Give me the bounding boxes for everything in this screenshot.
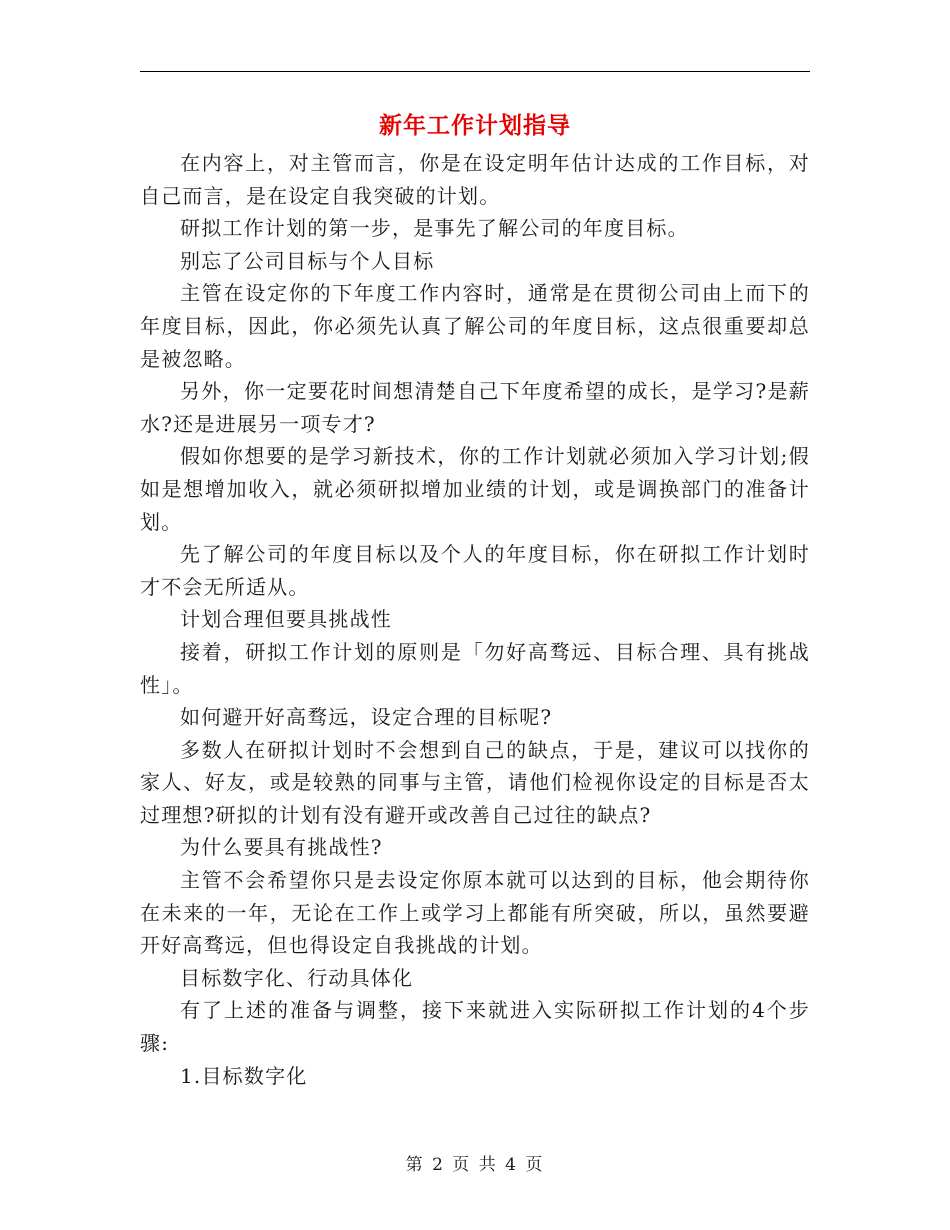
paragraph: 另外，你一定要花时间想清楚自己下年度希望的成长，是学习?是薪水?还是进展另一项专才? [140,379,810,436]
paragraph: 先了解公司的年度目标以及个人的年度目标，你在研拟工作计划时才不会无所适从。 [140,542,810,599]
document-title: 新年工作计划指导 [379,112,571,139]
paragraph: 在内容上，对主管而言，你是在设定明年估计达成的工作目标，对自己而言，是在设定自我突破的计划。 [140,151,810,208]
paragraph: 研拟工作计划的第一步，是事先了解公司的年度目标。 [180,216,689,241]
paragraph: 有了上述的准备与调整，接下来就进入实际研拟工作计划的4个步骤: [140,998,810,1056]
paragraph: 假如你想要的是学习新技术，你的工作计划就必须加入学习计划;假如是想增加收入，就必须研拟增加业绩的计划，或是调换部门的准备计划。 [140,444,810,534]
paragraph: 主管在设定你的下年度工作内容时，通常是在贯彻公司由上而下的年度目标，因此，你必须先认真了解公司的年度目标，这点很重要却总是被忽略。 [140,281,810,371]
paragraph: 如何避开好高骛远，设定合理的目标呢? [180,705,553,730]
list-item: 1.目标数字化 [180,1063,308,1088]
paragraph: 主管不会希望你只是去设定你原本就可以达到的目标，他会期待你在未来的一年，无论在工作上或学习上都能有所突破，所以，虽然要避开好高骛远，但也得设定自我挑战的计划。 [140,868,810,958]
paragraph: 为什么要具有挑战性? [180,835,383,860]
section-heading: 目标数字化、行动具体化 [180,965,414,990]
document-body [140,147,810,1092]
header-rule [140,71,810,72]
paragraph: 多数人在研拟计划时不会想到自己的缺点，于是，建议可以找你的家人、好友，或是较熟的同事与主管，请他们检视你设定的目标是否太过理想?研拟的计划有没有避开或改善自己过往的缺点? [140,737,810,827]
section-heading: 别忘了公司目标与个人目标 [180,248,435,273]
paragraph: 接着，研拟工作计划的原则是「勿好高骛远、目标合理、具有挑战性」。 [140,639,810,697]
page-number: 第 2 页 共 4 页 [405,1155,545,1175]
section-heading: 计划合理但要具挑战性 [180,607,392,632]
